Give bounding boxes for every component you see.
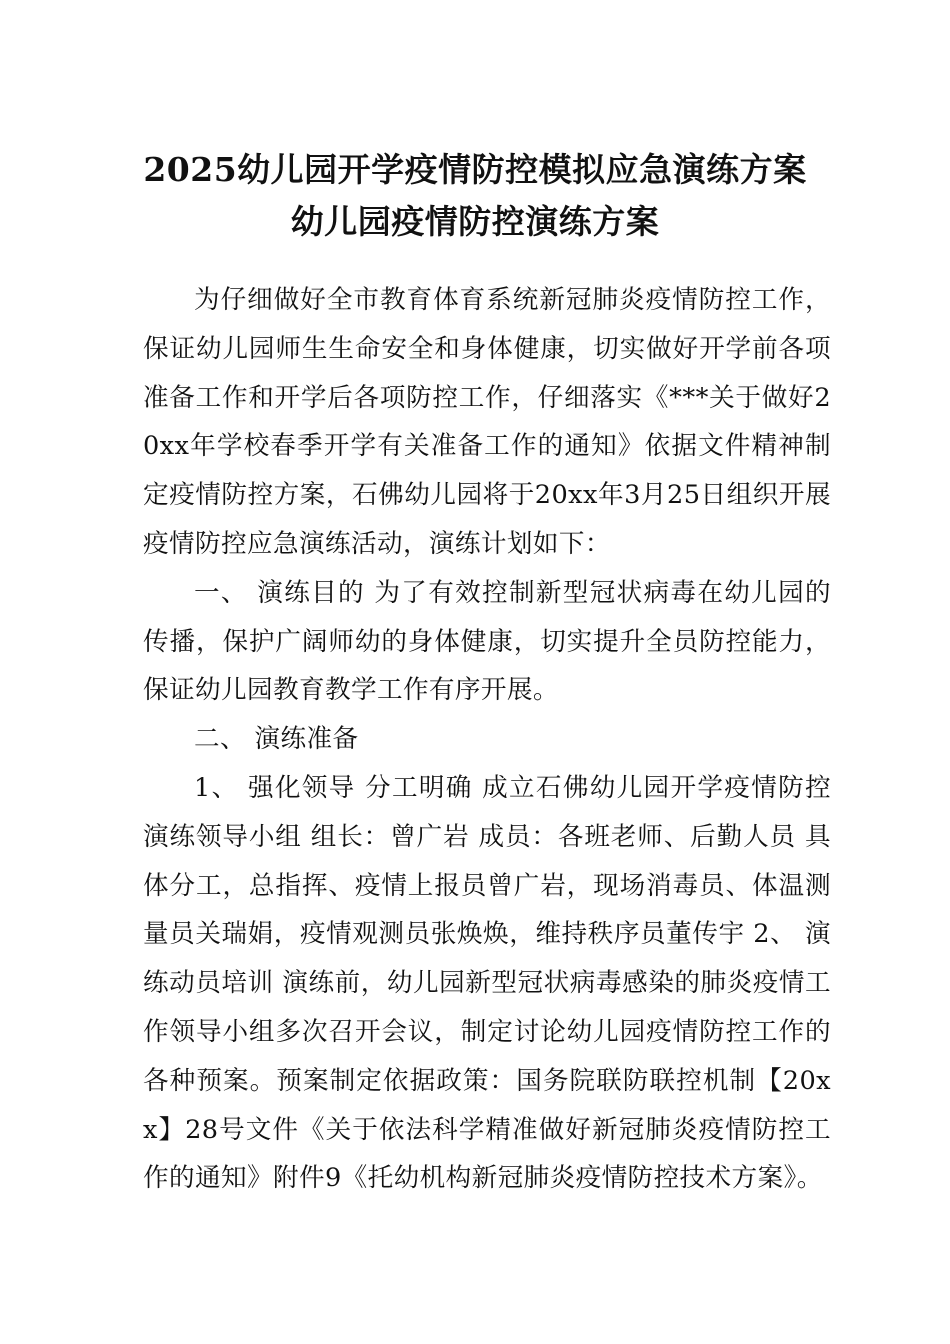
document-subtitle: 幼儿园疫情防控演练方案 (290, 202, 660, 241)
paragraph-drill-purpose: 一、 演练目的 为了有效控制新型冠状病毒在幼儿园的传播，保护广阔师幼的身体健康，切实提升全员防控能力，保证幼儿园教育教学工作有序开展。 (143, 577, 831, 706)
paragraph-drill-preparation-heading: 二、 演练准备 (194, 724, 359, 755)
paragraph-leadership-and-training: 1、 强化领导 分工明确 成立石佛幼儿园开学疫情防控演练领导小组 组长：曾广岩 成员：各班老师、后勤人员 具体分工，总指挥、疫情上报员曾广岩，现场消毒员、体温测量员关瑞娟，疫情观测员张焕焕，维持秩序员董传宇 2、 演练动员培训 演练前，幼儿园新型冠状病毒感染的肺炎疫情工作领导小组多次召开会议，制定讨论幼儿园疫情防控工作的各种预案。预案制定依据政策：国务院联防联控机制【20xx】28号文件《关于依法科学精准做好新冠肺炎疫情防控工作的通知》附件9《托幼机构新冠肺炎疫情防控技术方案》。 (143, 772, 831, 1194)
title-block (0, 144, 950, 248)
document-body (143, 276, 831, 1203)
document-title: 2025幼儿园开学疫情防控模拟应急演练方案 (143, 150, 807, 189)
paragraph-intro: 为仔细做好全市教育体育系统新冠肺炎疫情防控工作，保证幼儿园师生生命安全和身体健康，切实做好开学前各项准备工作和开学后各项防控工作，仔细落实《***关于做好20xx年学校春季开学有关准备工作的通知》依据文件精神制定疫情防控方案，石佛幼儿园将于20xx年3月25日组织开展疫情防控应急演练活动，演练计划如下： (143, 285, 831, 559)
